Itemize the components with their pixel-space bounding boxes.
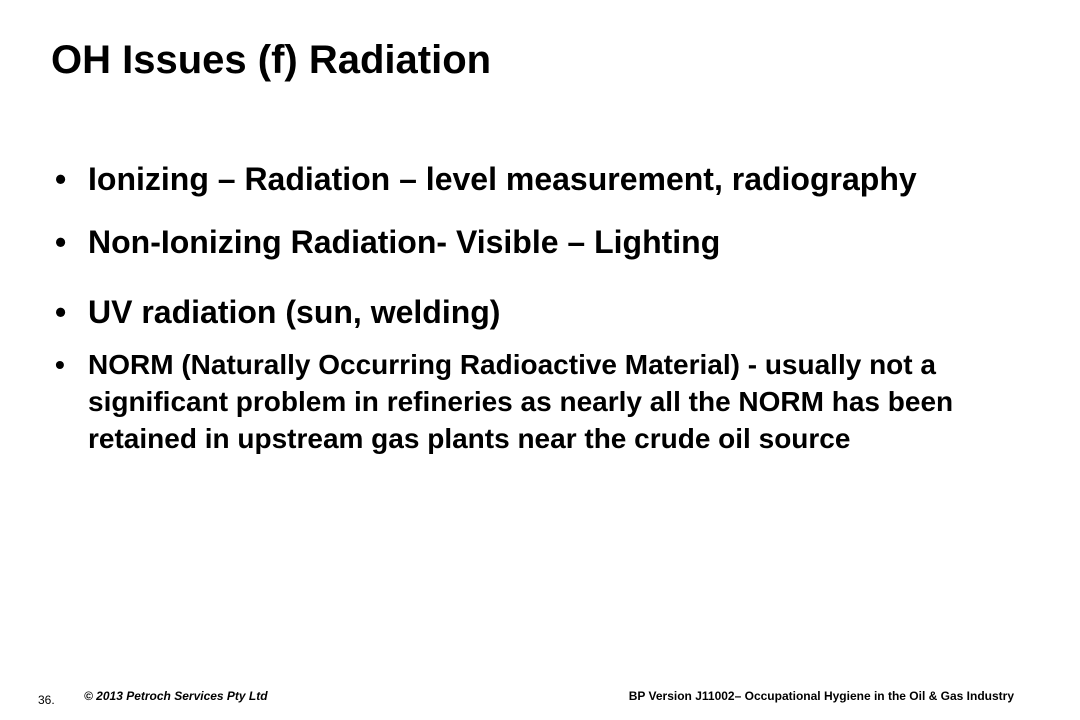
slide-title: OH Issues (f) Radiation bbox=[51, 38, 492, 82]
bullet-text: NORM (Naturally Occurring Radioactive Material) - usually not a significant problem in refineries as nearly all the NORM has been retained in upstream gas plants near the crude oil source bbox=[88, 349, 954, 454]
bullet-icon: • bbox=[55, 224, 67, 260]
bullet-list bbox=[55, 158, 1045, 457]
bullet-text: UV radiation (sun, welding) bbox=[88, 294, 501, 330]
bullet-item bbox=[55, 346, 1045, 457]
copyright-notice: © 2013 Petroch Services Pty Ltd bbox=[84, 689, 268, 703]
slide-footer bbox=[0, 688, 1080, 710]
bullet-icon: • bbox=[55, 294, 67, 330]
bullet-text: Ionizing – Radiation – level measurement, radiography bbox=[88, 161, 917, 197]
bullet-item bbox=[55, 158, 1045, 201]
bullet-icon: • bbox=[55, 161, 67, 197]
bullet-icon: • bbox=[55, 349, 65, 380]
course-version-label: BP Version J11002– Occupational Hygiene in the Oil & Gas Industry bbox=[628, 689, 1014, 703]
page-number: 36. bbox=[38, 693, 55, 707]
bullet-item bbox=[55, 221, 1045, 264]
bullet-text: Non-Ionizing Radiation- Visible – Lighting bbox=[88, 224, 721, 260]
bullet-item bbox=[55, 291, 1045, 334]
